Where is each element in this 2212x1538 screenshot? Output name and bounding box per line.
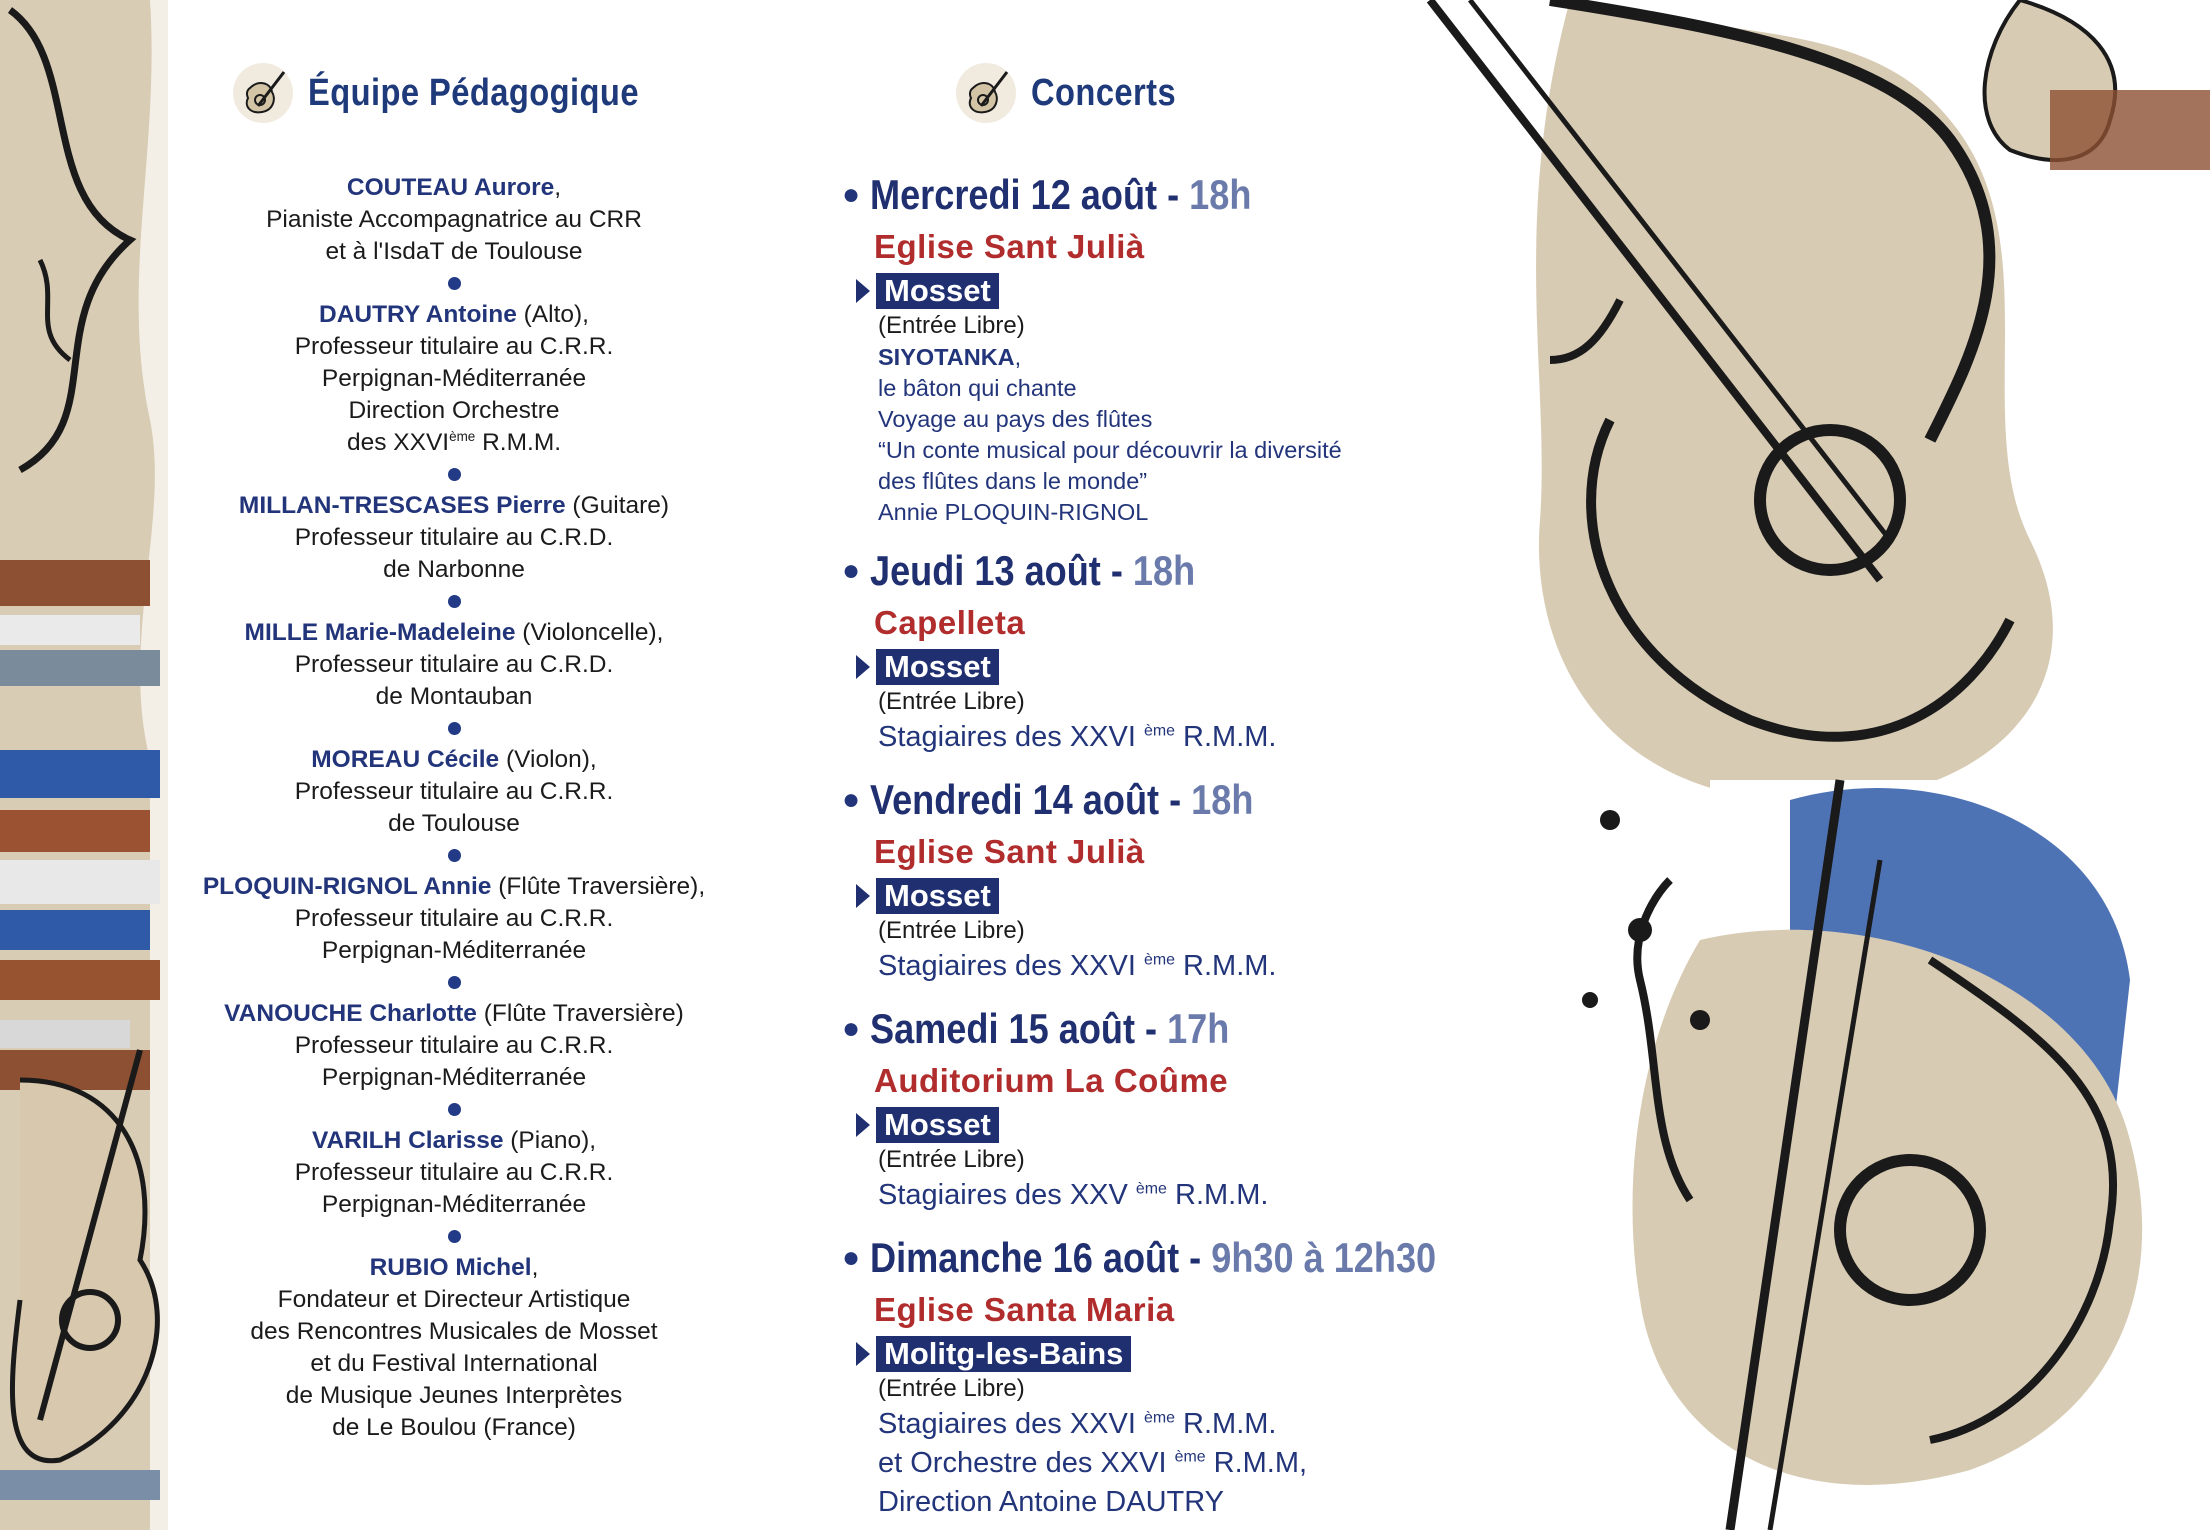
member-detail: des XXVIème R.M.M. — [346, 428, 562, 456]
member-detail: Pianiste Accompagnatrice au CRR — [266, 206, 642, 233]
concert-entry-fee: (Entrée Libre) — [878, 312, 1025, 339]
separator-dot — [448, 277, 461, 290]
town-label: Molitg-les-Bains — [876, 1336, 1131, 1372]
play-arrow-icon — [856, 655, 870, 679]
member-detail: Professeur titulaire au C.R.R. — [294, 333, 614, 360]
concert-program-line: des flûtes dans le monde” — [878, 468, 1148, 494]
concert-program-line: Voyage au pays des flûtes — [878, 406, 1153, 432]
concert-entry — [842, 1231, 1437, 1522]
member-detail: Direction Orchestre — [348, 397, 560, 424]
member-name: VARILH Clarisse — [311, 1127, 504, 1154]
concert-town — [856, 1335, 1402, 1373]
concert-time: 18h — [1133, 547, 1196, 594]
member-detail: et à l'IsdaT de Toulouse — [325, 238, 583, 265]
member-detail: de Narbonne — [383, 556, 525, 583]
concert-town — [856, 648, 1402, 686]
concert-program-line: SIYOTANKA, — [878, 344, 1022, 370]
concerts-list — [842, 168, 1437, 1538]
member-role: (Flûte Traversière) — [476, 1000, 684, 1027]
team-member — [150, 490, 758, 586]
concert-program-line: Annie PLOQUIN-RIGNOL — [878, 499, 1149, 525]
concert-performers: et Orchestre des XXVI $^{ème}$ R.M.M, — [878, 1447, 1308, 1479]
bullet-icon: ● — [842, 1012, 861, 1045]
concert-program-line: “Un conte musical pour découvrir la diversité — [878, 437, 1342, 463]
concert-venue: Eglise Sant Julià — [874, 833, 1145, 870]
team-section-title: Équipe Pédagogique — [308, 71, 639, 114]
concert-performers: Stagiaires des XXVI $^{ème}$ R.M.M. — [878, 1408, 1277, 1440]
bullet-icon: ● — [842, 178, 861, 211]
concert-entry-fee: (Entrée Libre) — [878, 688, 1025, 715]
team-member — [150, 172, 758, 268]
concert-time: 18h — [1191, 776, 1254, 823]
concert-day: Vendredi 14 août — [870, 776, 1160, 823]
play-arrow-icon — [856, 884, 870, 908]
concert-entry — [842, 544, 1402, 757]
separator-dot — [448, 595, 461, 608]
concert-town — [856, 877, 1402, 915]
member-detail: Perpignan-Méditerranée — [321, 1191, 587, 1218]
concert-entry-fee: (Entrée Libre) — [878, 917, 1025, 944]
concert-performers: Stagiaires des XXV $^{ème}$ R.M.M. — [878, 1179, 1269, 1211]
member-detail: Professeur titulaire au C.R.R. — [294, 905, 614, 932]
member-name: DAUTRY Antoine — [319, 301, 517, 328]
concert-day: Jeudi 13 août — [870, 547, 1101, 594]
member-detail: Fondateur et Directeur Artistique — [277, 1286, 631, 1313]
member-detail: Perpignan-Méditerranée — [321, 365, 587, 392]
bullet-icon: ● — [842, 783, 861, 816]
member-detail: Professeur titulaire au C.R.R. — [294, 778, 614, 805]
member-detail: et du Festival International — [310, 1350, 598, 1377]
member-detail: des Rencontres Musicales de Mosset — [250, 1318, 658, 1345]
member-name: VANOUCHE Charlotte — [224, 1000, 477, 1027]
member-role: (Guitare) — [565, 492, 670, 519]
concert-entry — [842, 168, 1402, 528]
concert-director: Direction Antoine DAUTRY — [878, 1486, 1225, 1518]
concert-entry-fee: (Entrée Libre) — [878, 1146, 1025, 1173]
town-label: Mosset — [876, 273, 999, 309]
member-detail: de Le Boulou (France) — [332, 1414, 576, 1441]
right-decorative-artwork — [1410, 0, 2212, 1530]
concert-date: ● Dimanche 16 août - 9h30 à 12h30 — [842, 1234, 1437, 1281]
concert-venue: Auditorium La Coûme — [874, 1062, 1229, 1099]
separator-dot — [448, 849, 461, 862]
member-detail: Professeur titulaire au C.R.D. — [294, 524, 614, 551]
member-detail: de Toulouse — [388, 810, 520, 837]
concert-town — [856, 272, 1402, 310]
team-member — [150, 998, 758, 1094]
team-member — [150, 617, 758, 713]
concerts-section-title: Concerts — [1031, 71, 1177, 114]
member-name: RUBIO Michel — [369, 1254, 532, 1281]
concert-time: 18h — [1189, 171, 1252, 218]
team-member — [150, 1252, 758, 1444]
concert-time: 9h30 à 12h30 — [1211, 1234, 1437, 1281]
town-label: Mosset — [876, 1107, 999, 1143]
concert-day: Samedi 15 août — [870, 1005, 1136, 1052]
member-role: (Violon), — [499, 746, 597, 773]
member-role: , — [531, 1254, 539, 1281]
separator-dot — [448, 1230, 461, 1243]
team-member — [150, 1125, 758, 1221]
member-detail: Perpignan-Méditerranée — [321, 937, 587, 964]
town-label: Mosset — [876, 878, 999, 914]
town-label: Mosset — [876, 649, 999, 685]
member-detail: Professeur titulaire au C.R.R. — [294, 1159, 614, 1186]
team-section-header — [232, 64, 693, 122]
team-member — [150, 744, 758, 840]
member-role: (Violoncelle), — [515, 619, 664, 646]
concert-entry-fee: (Entrée Libre) — [878, 1375, 1025, 1402]
team-list — [150, 172, 758, 1444]
concert-venue: Eglise Sant Julià — [874, 228, 1145, 265]
concert-venue: Eglise Santa Maria — [874, 1291, 1175, 1328]
concert-entry — [842, 1002, 1402, 1215]
concert-day: Dimanche 16 août — [870, 1234, 1180, 1281]
member-name: COUTEAU Aurore — [346, 174, 555, 201]
member-detail: Professeur titulaire au C.R.D. — [294, 651, 614, 678]
concerts-section-header — [955, 64, 1200, 122]
member-role: (Piano), — [503, 1127, 597, 1154]
play-arrow-icon — [856, 1113, 870, 1137]
team-member — [150, 871, 758, 967]
member-name: MILLAN-TRESCASES Pierre — [238, 492, 566, 519]
bullet-icon: ● — [842, 1241, 861, 1274]
concert-date: ● Mercredi 12 août - 18h — [842, 171, 1252, 218]
concert-performers: Stagiaires des XXVI $^{ème}$ R.M.M. — [878, 721, 1277, 753]
team-member — [150, 299, 758, 459]
concert-entry — [842, 773, 1402, 986]
member-role: (Flûte Traversière), — [491, 873, 706, 900]
concert-venue: Capelleta — [874, 604, 1026, 641]
play-arrow-icon — [856, 279, 870, 303]
concert-time: 17h — [1167, 1005, 1230, 1052]
member-detail: Perpignan-Méditerranée — [321, 1064, 587, 1091]
separator-dot — [448, 1103, 461, 1116]
member-detail: Professeur titulaire au C.R.R. — [294, 1032, 614, 1059]
left-decorative-artwork — [0, 0, 168, 1530]
bullet-icon: ● — [842, 554, 861, 587]
separator-dot — [448, 976, 461, 989]
member-name: PLOQUIN-RIGNOL Annie — [202, 873, 492, 900]
separator-dot — [448, 468, 461, 481]
play-arrow-icon — [856, 1342, 870, 1366]
concert-performers: Stagiaires des XXVI $^{ème}$ R.M.M. — [878, 950, 1277, 982]
concert-date: ● Vendredi 14 août - 18h — [842, 776, 1254, 823]
member-name: MILLE Marie-Madeleine — [244, 619, 516, 646]
concert-date: ● Jeudi 13 août - 18h — [842, 547, 1196, 594]
member-role: (Alto), — [516, 301, 589, 328]
member-detail: de Montauban — [375, 683, 533, 710]
member-name: MOREAU Cécile — [311, 746, 500, 773]
guitar-icon — [232, 62, 294, 124]
separator-dot — [448, 722, 461, 735]
concert-program-line: le bâton qui chante — [878, 375, 1077, 401]
member-role: , — [554, 174, 562, 201]
concert-town — [856, 1106, 1402, 1144]
guitar-icon — [955, 62, 1017, 124]
concert-day: Mercredi 12 août — [870, 171, 1158, 218]
member-detail: de Musique Jeunes Interprètes — [285, 1382, 623, 1409]
concert-date: ● Samedi 15 août - 17h — [842, 1005, 1230, 1052]
